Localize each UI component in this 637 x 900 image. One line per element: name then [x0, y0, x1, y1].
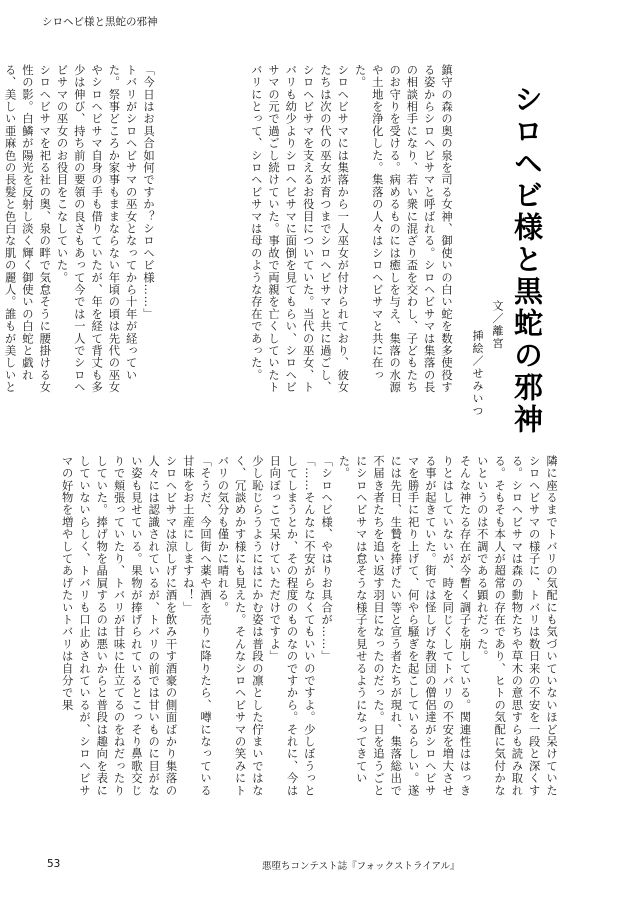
- author-credit: 文／離宮: [491, 300, 504, 350]
- paragraph: 「そうだ、今回街へ薬や酒を売りに降りたら、噂になっている甘味をお土産にしますね！」: [181, 455, 213, 797]
- text-column-top-right: [160, 64, 455, 402]
- page-number: 53: [47, 858, 61, 870]
- paragraph: シロヘビサマは涼しげに酒を飲み干す酒豪の側面ばかり集落の人々には認識されているが、トバリの前では甘いものに目がない姿も見せている。果物が捧げられているとこっそり鼻歌交じりで頬張っていたり、トバリが甘味に仕立てるのをねだったりしていた。捧げ物を晶屓するのは悪いからと普段は趣向を表にしていないらしく、トバリも口止めされているが、シロヘビサマの好物を増やしてあげたいトバリは自分で果: [60, 455, 178, 797]
- text-column-bottom: [42, 455, 560, 805]
- illustrator-credit: 挿絵／せみいつ: [471, 330, 484, 418]
- paragraph: 「……そんなに不安がらなくてもいいのですよ。少しぼうっとしてしまうとか、その程度のものなのですから。それに、今は日向ぼっこで呆けていただけですよ」: [268, 455, 316, 797]
- paragraph: 「今日はお具合如何ですか？シロヘビ様……」: [142, 64, 155, 321]
- paragraph: そんな神たる存在が今暫く調子を崩している。関連性ははっきりとはしていないが、時を同じくしてトバリの不安を増大させる事が起きていた。街では怪しげな教団の僧侶達がシロヘビサマを勝手に祀り上げて、何やら騒ぎを起こしているらしい。遂には先日、生贄を捧げたい等と宣う者たちが現れ、集落総出で不届き者たちを追い返す羽目になったのだった。日を追うごとにシロヘビサマは怠そうな様子を見せるようになってきていた。: [337, 455, 472, 797]
- running-header: シロヘビ様と黒蛇の邪神: [42, 16, 158, 28]
- paragraph: シロヘビサマには集落から一人巫女が付けられており、彼女たちは次の代の巫女が育つまでシロヘビサマと共に過ごし、シロヘビサマを支えるお役目についていた。当代の巫女、トバリも幼少よりシロヘビサマに面倒を見てもらい、シロヘビサマの元で過ごし続けていた。事故で両親を亡くしていたトバリにとって、シロヘビサマは母のような存在であった。: [249, 64, 350, 394]
- paragraph: 「シロヘビ様、やはりお具合が……」: [320, 455, 334, 663]
- publication-title: 悪堕ちコンテスト誌『フォックストライアル』: [262, 861, 460, 872]
- paragraph: 隣に座るまでトバリの気配にも気づいていないほど呆けていたシロヘビサマの様子に、トバリは数日来の不安を一段と深くする。シロヘビサマは森の動物たちや草木の意思すらも読み取れる。そもそも本人が超常の存在であり、ヒトの気配に気付かないというのは不調である顕れだった。: [475, 455, 558, 797]
- text-column-top-left: [3, 64, 157, 402]
- paragraph: 鎮守の森の奥の泉を司る女神、御使いの白い蛇を数多使役する姿からシロヘビサマと呼ばれる。シロヘビサマは集落の長の相談相手になり、若い衆に混ざり盃を交わし、子どもたちのお守りを受ける。病めるものには癒しを与え、集落の水源や土地を浄化した。集落の人々はシロヘビサマと共に在った。: [353, 64, 453, 394]
- story-title: シロヘビ様と黒蛇の邪神: [510, 84, 544, 436]
- paragraph: シロヘビサマを祀る社の奥、泉の畔で気怠そうに腰掛ける女性の影。白鱗が陽光を反射し淡く輝く御使いの白蛇と戯れる、美しい亜麻色の長髪と色白な肌の麗人。誰もが美しいと: [3, 64, 52, 394]
- paragraph: 少し恥じらうようにはにかむ姿は普段の凛とした佇まいではなく、冗談めかす様にも見えた。そんなシロヘビサマの笑みにトバリの気分も僅かに晴れる。: [216, 455, 264, 797]
- paragraph: トバリがシロヘビサマの巫女となってから十年が経っていた。祭事どころか家事もままならない年頃の頃は先代の巫女やシロヘビサマ自身の手も借りていたが、年を経て背丈も多少は伸び、持ち前の要領の良さもあって今では一人でシロヘビサマの巫女のお役目をこなしていた。: [55, 64, 138, 394]
